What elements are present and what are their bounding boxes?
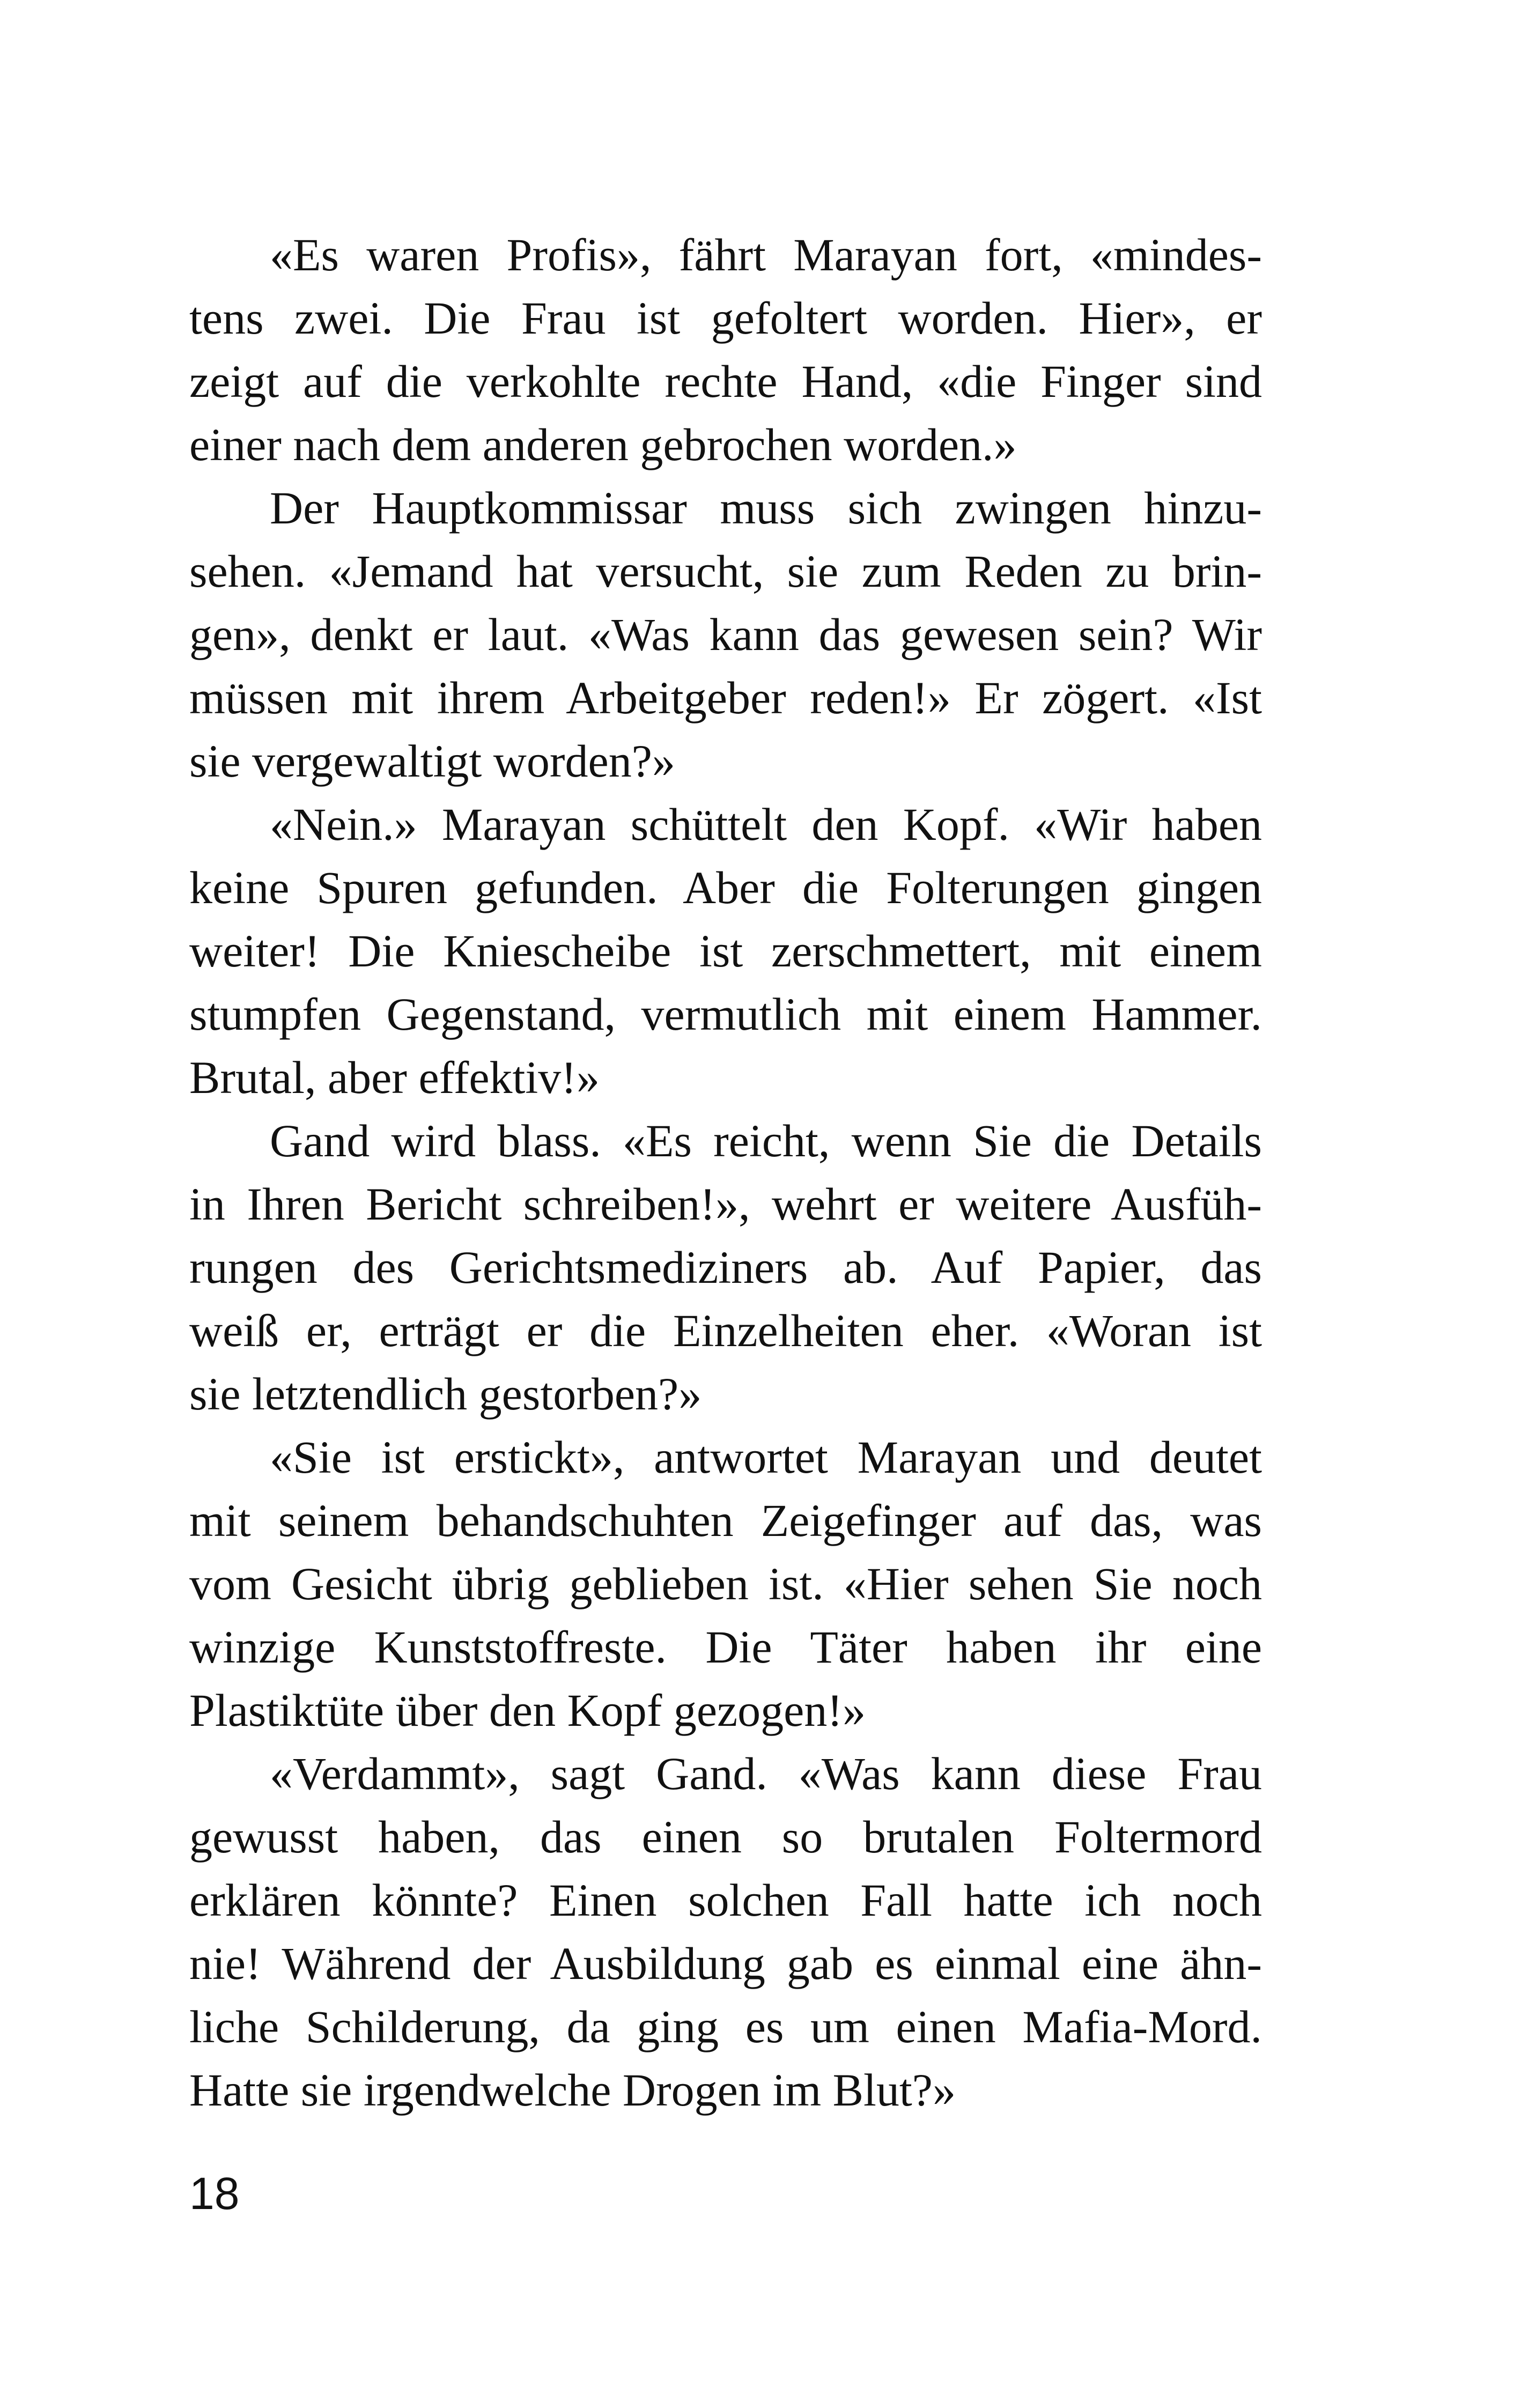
text-line: sie letztendlich gestorben?»: [189, 1368, 702, 1420]
paragraph: [189, 476, 1262, 793]
page-body: [189, 223, 1262, 2122]
paragraph: [189, 223, 1262, 476]
text-line: liche Schilderung, da ging es um einen Mafia-Mord.: [189, 2001, 1262, 2052]
text-line: rungen des Gerichtsmediziners ab. Auf Papier, das: [189, 1242, 1262, 1293]
text-line: gewusst haben, das einen so brutalen Foltermord: [189, 1811, 1262, 1863]
text-line: winzige Kunststoffreste. Die Täter haben ihr eine: [189, 1621, 1262, 1673]
text-line: Der Hauptkommissar muss sich zwingen hinzu-: [270, 482, 1262, 534]
text-line: tens zwei. Die Frau ist gefoltert worden. Hier», er: [189, 292, 1262, 344]
text-line: nie! Während der Ausbildung gab es einmal eine ähn-: [189, 1938, 1262, 1989]
text-line: in Ihren Bericht schreiben!», wehrt er weitere Ausfüh-: [189, 1178, 1262, 1230]
text-line: «Nein.» Marayan schüttelt den Kopf. «Wir haben: [270, 799, 1262, 850]
text-line: zeigt auf die verkohlte rechte Hand, «die Finger sind: [189, 356, 1262, 407]
text-line: keine Spuren gefunden. Aber die Folterungen gingen: [189, 862, 1262, 913]
text-line: sie vergewaltigt worden?»: [189, 735, 675, 787]
text-line: gen», denkt er laut. «Was kann das gewesen sein? Wir: [189, 609, 1262, 660]
text-line: erklären könnte? Einen solchen Fall hatte ich noch: [189, 1874, 1262, 1926]
text-line: Gand wird blass. «Es reicht, wenn Sie die Details: [270, 1115, 1262, 1166]
text-line: «Verdammt», sagt Gand. «Was kann diese Frau: [270, 1748, 1262, 1799]
paragraph: [189, 1109, 1262, 1425]
text-line: mit seinem behandschuhten Zeigefinger auf das, was: [189, 1495, 1262, 1546]
text-line: «Es waren Profis», fährt Marayan fort, «mindes-: [270, 229, 1262, 280]
text-line: «Sie ist erstickt», antwortet Marayan und deutet: [270, 1431, 1262, 1483]
text-line: Plastiktüte über den Kopf gezogen!»: [189, 1685, 866, 1736]
paragraph: [189, 1742, 1262, 2122]
page-number: 18: [189, 2168, 240, 2219]
text-line: Hatte sie irgendwelche Drogen im Blut?»: [189, 2064, 956, 2116]
text-line: stumpfen Gegenstand, vermutlich mit einem Hammer.: [189, 988, 1262, 1040]
text-line: müssen mit ihrem Arbeitgeber reden!» Er zögert. «Ist: [189, 672, 1262, 723]
text-line: weiß er, erträgt er die Einzelheiten eher. «Woran ist: [189, 1305, 1262, 1356]
paragraph: [189, 1425, 1262, 1742]
text-line: Brutal, aber effektiv!»: [189, 1052, 600, 1103]
text-line: sehen. «Jemand hat versucht, sie zum Reden zu brin-: [189, 545, 1262, 597]
text-line: weiter! Die Kniescheibe ist zerschmettert, mit einem: [189, 925, 1262, 977]
text-line: vom Gesicht übrig geblieben ist. «Hier sehen Sie noch: [189, 1558, 1262, 1609]
paragraph: [189, 793, 1262, 1109]
text-line: einer nach dem anderen gebrochen worden.»: [189, 419, 1017, 470]
